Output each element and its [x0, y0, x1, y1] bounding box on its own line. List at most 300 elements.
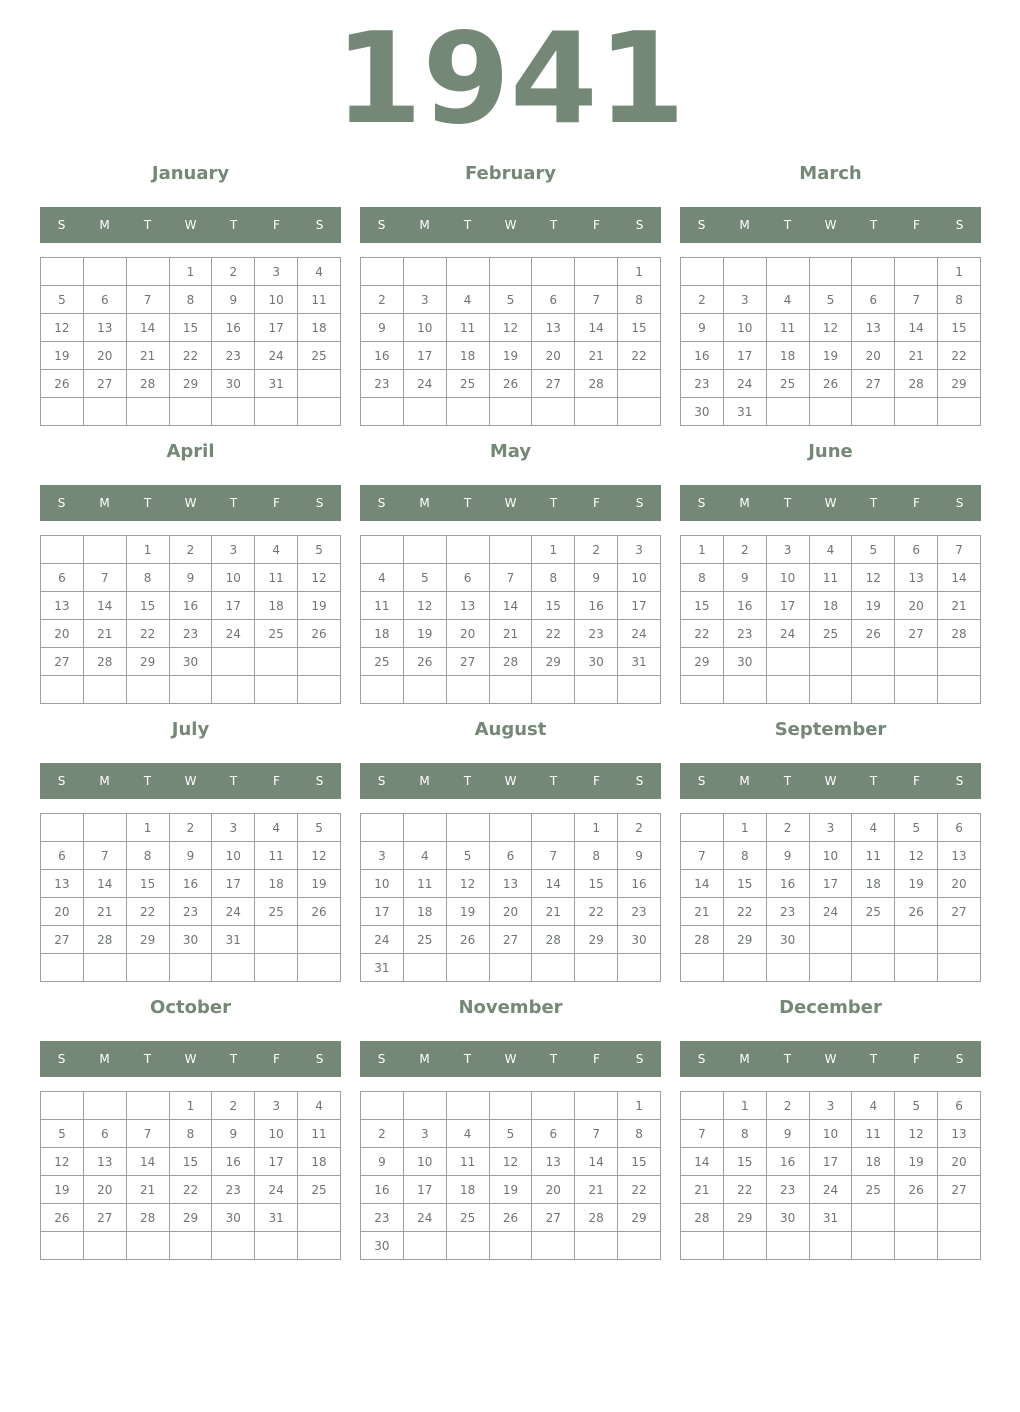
- empty-day-cell: [446, 814, 489, 842]
- day-cell: 16: [169, 592, 212, 620]
- day-cell: 9: [681, 314, 724, 342]
- empty-day-cell: [809, 954, 852, 982]
- day-cell: 9: [169, 564, 212, 592]
- empty-day-cell: [852, 648, 895, 676]
- day-cell: 3: [618, 536, 661, 564]
- empty-day-cell: [169, 954, 212, 982]
- day-cell: 3: [403, 1120, 446, 1148]
- week-row: [41, 814, 341, 842]
- day-cell: 16: [212, 1148, 255, 1176]
- day-cell: 21: [83, 620, 126, 648]
- day-cell: 10: [809, 1120, 852, 1148]
- day-grid: [40, 535, 341, 704]
- day-cell: 29: [938, 370, 981, 398]
- empty-day-cell: [126, 676, 169, 704]
- weekday-label: W: [184, 496, 197, 510]
- empty-day-cell: [618, 676, 661, 704]
- day-cell: 15: [618, 314, 661, 342]
- day-cell: 16: [361, 342, 404, 370]
- day-cell: 20: [938, 870, 981, 898]
- weekday-label: S: [635, 218, 644, 232]
- day-cell: 26: [41, 1204, 84, 1232]
- day-cell: 21: [681, 1176, 724, 1204]
- day-cell: 9: [212, 1120, 255, 1148]
- day-grid: [360, 535, 661, 704]
- weekday-label: T: [229, 496, 238, 510]
- weekday-label: S: [697, 496, 706, 510]
- month-name: October: [150, 997, 231, 1018]
- week-row: [681, 898, 981, 926]
- empty-day-cell: [766, 1232, 809, 1260]
- day-cell: 29: [126, 926, 169, 954]
- empty-day-cell: [575, 258, 618, 286]
- empty-day-cell: [895, 926, 938, 954]
- empty-day-cell: [255, 1232, 298, 1260]
- week-row: [361, 1092, 661, 1120]
- weekday-label: S: [955, 218, 964, 232]
- day-cell: 6: [938, 814, 981, 842]
- day-cell: 28: [575, 1204, 618, 1232]
- day-cell: 12: [895, 842, 938, 870]
- day-cell: 14: [895, 314, 938, 342]
- day-cell: 29: [723, 1204, 766, 1232]
- day-cell: 16: [618, 870, 661, 898]
- week-row: [361, 592, 661, 620]
- day-cell: 6: [895, 536, 938, 564]
- day-cell: 12: [852, 564, 895, 592]
- day-cell: 5: [403, 564, 446, 592]
- day-cell: 15: [575, 870, 618, 898]
- weekday-label: F: [913, 496, 920, 510]
- day-cell: 2: [212, 258, 255, 286]
- day-cell: 25: [255, 620, 298, 648]
- week-row: [41, 676, 341, 704]
- day-cell: 8: [723, 842, 766, 870]
- day-cell: 26: [403, 648, 446, 676]
- empty-day-cell: [126, 954, 169, 982]
- day-cell: 17: [618, 592, 661, 620]
- weekday-header: [360, 1041, 661, 1077]
- weekday-label: T: [783, 218, 792, 232]
- empty-day-cell: [446, 676, 489, 704]
- day-cell: 10: [212, 564, 255, 592]
- empty-day-cell: [575, 676, 618, 704]
- day-cell: 6: [446, 564, 489, 592]
- empty-day-cell: [255, 926, 298, 954]
- day-cell: 2: [723, 536, 766, 564]
- day-cell: 8: [681, 564, 724, 592]
- day-cell: 20: [83, 342, 126, 370]
- week-row: [681, 620, 981, 648]
- day-cell: 31: [809, 1204, 852, 1232]
- day-grid: [360, 813, 661, 982]
- empty-day-cell: [126, 258, 169, 286]
- weekday-label: T: [463, 1052, 472, 1066]
- day-cell: 20: [895, 592, 938, 620]
- empty-day-cell: [403, 954, 446, 982]
- day-cell: 21: [83, 898, 126, 926]
- week-row: [361, 898, 661, 926]
- weekday-label: S: [635, 496, 644, 510]
- day-cell: 9: [723, 564, 766, 592]
- empty-day-cell: [938, 398, 981, 426]
- weekday-label: T: [463, 218, 472, 232]
- empty-day-cell: [212, 1232, 255, 1260]
- day-cell: 18: [298, 1148, 341, 1176]
- empty-day-cell: [618, 398, 661, 426]
- day-cell: 14: [126, 1148, 169, 1176]
- day-cell: 19: [852, 592, 895, 620]
- weekday-label: W: [504, 774, 517, 788]
- day-grid: [680, 257, 981, 426]
- empty-day-cell: [938, 954, 981, 982]
- empty-day-cell: [212, 676, 255, 704]
- day-cell: 1: [618, 258, 661, 286]
- month-name: June: [808, 441, 853, 462]
- day-cell: 15: [938, 314, 981, 342]
- day-cell: 18: [255, 870, 298, 898]
- day-cell: 1: [532, 536, 575, 564]
- day-cell: 28: [83, 648, 126, 676]
- week-row: [41, 870, 341, 898]
- weekday-label: W: [824, 774, 837, 788]
- day-cell: 11: [852, 1120, 895, 1148]
- day-cell: 26: [298, 898, 341, 926]
- empty-day-cell: [361, 814, 404, 842]
- day-cell: 30: [212, 1204, 255, 1232]
- day-cell: 3: [361, 842, 404, 870]
- day-cell: 15: [169, 314, 212, 342]
- weekday-label: T: [143, 496, 152, 510]
- day-cell: 10: [618, 564, 661, 592]
- empty-day-cell: [255, 954, 298, 982]
- day-cell: 16: [361, 1176, 404, 1204]
- empty-day-cell: [938, 676, 981, 704]
- day-cell: 28: [126, 370, 169, 398]
- day-cell: 2: [681, 286, 724, 314]
- day-cell: 31: [255, 1204, 298, 1232]
- day-cell: 10: [403, 1148, 446, 1176]
- day-cell: 12: [298, 564, 341, 592]
- day-cell: 15: [169, 1148, 212, 1176]
- day-cell: 6: [532, 286, 575, 314]
- day-grid: [680, 535, 981, 704]
- day-cell: 6: [532, 1120, 575, 1148]
- week-row: [361, 536, 661, 564]
- weekday-label: W: [184, 774, 197, 788]
- day-cell: 19: [41, 342, 84, 370]
- day-cell: 4: [298, 1092, 341, 1120]
- day-cell: 1: [169, 258, 212, 286]
- week-row: [41, 1204, 341, 1232]
- day-cell: 7: [575, 286, 618, 314]
- week-row: [361, 564, 661, 592]
- day-cell: 9: [361, 1148, 404, 1176]
- day-cell: 3: [212, 814, 255, 842]
- weekday-header: [360, 485, 661, 521]
- weekday-label: T: [549, 496, 558, 510]
- empty-day-cell: [809, 648, 852, 676]
- day-cell: 21: [681, 898, 724, 926]
- day-cell: 22: [169, 1176, 212, 1204]
- day-cell: 28: [575, 370, 618, 398]
- day-cell: 11: [809, 564, 852, 592]
- weekday-label: S: [315, 496, 324, 510]
- day-cell: 26: [852, 620, 895, 648]
- day-cell: 10: [403, 314, 446, 342]
- week-row: [41, 398, 341, 426]
- weekday-label: M: [419, 218, 430, 232]
- empty-day-cell: [255, 676, 298, 704]
- day-cell: 27: [938, 898, 981, 926]
- day-cell: 12: [298, 842, 341, 870]
- day-cell: 7: [532, 842, 575, 870]
- day-cell: 27: [852, 370, 895, 398]
- day-cell: 17: [403, 1176, 446, 1204]
- day-cell: 4: [255, 814, 298, 842]
- weekday-label: W: [504, 218, 517, 232]
- weekday-label: W: [504, 496, 517, 510]
- day-cell: 5: [489, 286, 532, 314]
- day-cell: 14: [126, 314, 169, 342]
- day-cell: 14: [938, 564, 981, 592]
- day-cell: 4: [446, 286, 489, 314]
- day-cell: 18: [852, 1148, 895, 1176]
- day-cell: 13: [83, 314, 126, 342]
- empty-day-cell: [489, 398, 532, 426]
- day-cell: 17: [255, 1148, 298, 1176]
- empty-day-cell: [361, 536, 404, 564]
- day-cell: 24: [618, 620, 661, 648]
- day-cell: 14: [83, 870, 126, 898]
- month-name: August: [474, 719, 547, 740]
- week-row: [361, 870, 661, 898]
- empty-day-cell: [298, 676, 341, 704]
- day-cell: 9: [766, 842, 809, 870]
- day-cell: 1: [723, 1092, 766, 1120]
- weekday-label: W: [184, 218, 197, 232]
- day-cell: 16: [169, 870, 212, 898]
- day-cell: 25: [852, 898, 895, 926]
- week-row: [681, 536, 981, 564]
- week-row: [681, 1092, 981, 1120]
- day-cell: 10: [809, 842, 852, 870]
- day-cell: 28: [532, 926, 575, 954]
- day-cell: 17: [212, 870, 255, 898]
- day-cell: 11: [298, 286, 341, 314]
- day-cell: 23: [169, 898, 212, 926]
- day-cell: 23: [575, 620, 618, 648]
- week-row: [681, 258, 981, 286]
- weekday-label: S: [635, 1052, 644, 1066]
- weekday-label: S: [57, 774, 66, 788]
- day-cell: 14: [575, 1148, 618, 1176]
- day-cell: 21: [575, 342, 618, 370]
- day-cell: 29: [681, 648, 724, 676]
- day-cell: 26: [489, 1204, 532, 1232]
- day-cell: 12: [809, 314, 852, 342]
- empty-day-cell: [809, 926, 852, 954]
- day-cell: 2: [212, 1092, 255, 1120]
- week-row: [361, 620, 661, 648]
- weekday-label: T: [229, 774, 238, 788]
- month-name: May: [489, 441, 532, 462]
- day-cell: 11: [255, 564, 298, 592]
- weekday-label: W: [184, 1052, 197, 1066]
- day-cell: 24: [212, 898, 255, 926]
- weekday-label: T: [229, 218, 238, 232]
- day-cell: 7: [681, 842, 724, 870]
- day-cell: 7: [126, 1120, 169, 1148]
- day-grid: [680, 813, 981, 982]
- week-row: [681, 342, 981, 370]
- day-cell: 23: [361, 370, 404, 398]
- empty-day-cell: [298, 648, 341, 676]
- day-cell: 26: [489, 370, 532, 398]
- day-cell: 8: [169, 1120, 212, 1148]
- day-cell: 22: [575, 898, 618, 926]
- day-cell: 18: [809, 592, 852, 620]
- day-cell: 29: [723, 926, 766, 954]
- day-cell: 22: [618, 342, 661, 370]
- day-cell: 25: [446, 1204, 489, 1232]
- day-cell: 24: [809, 898, 852, 926]
- empty-day-cell: [575, 954, 618, 982]
- day-cell: 27: [489, 926, 532, 954]
- day-cell: 3: [403, 286, 446, 314]
- empty-day-cell: [403, 258, 446, 286]
- month-name: November: [458, 997, 563, 1018]
- day-cell: 3: [723, 286, 766, 314]
- day-cell: 16: [681, 342, 724, 370]
- weekday-header: [40, 763, 341, 799]
- day-cell: 24: [255, 1176, 298, 1204]
- day-cell: 6: [83, 286, 126, 314]
- day-cell: 4: [766, 286, 809, 314]
- day-cell: 30: [361, 1232, 404, 1260]
- empty-day-cell: [618, 1232, 661, 1260]
- empty-day-cell: [766, 954, 809, 982]
- day-cell: 13: [83, 1148, 126, 1176]
- empty-day-cell: [83, 536, 126, 564]
- day-cell: 28: [681, 926, 724, 954]
- day-cell: 22: [681, 620, 724, 648]
- day-cell: 10: [361, 870, 404, 898]
- day-cell: 13: [938, 1120, 981, 1148]
- day-cell: 23: [723, 620, 766, 648]
- empty-day-cell: [126, 398, 169, 426]
- weekday-header: [360, 763, 661, 799]
- day-cell: 24: [723, 370, 766, 398]
- day-cell: 23: [766, 898, 809, 926]
- empty-day-cell: [532, 954, 575, 982]
- week-row: [681, 314, 981, 342]
- weekday-label: S: [315, 1052, 324, 1066]
- empty-day-cell: [83, 258, 126, 286]
- day-cell: 25: [361, 648, 404, 676]
- empty-day-cell: [895, 1204, 938, 1232]
- empty-day-cell: [489, 536, 532, 564]
- day-cell: 20: [852, 342, 895, 370]
- empty-day-cell: [532, 1092, 575, 1120]
- day-cell: 12: [489, 314, 532, 342]
- day-cell: 10: [212, 842, 255, 870]
- empty-day-cell: [446, 536, 489, 564]
- empty-day-cell: [895, 954, 938, 982]
- weekday-label: M: [739, 1052, 750, 1066]
- week-row: [681, 370, 981, 398]
- week-row: [41, 1148, 341, 1176]
- empty-day-cell: [681, 676, 724, 704]
- weekday-label: S: [955, 774, 964, 788]
- empty-day-cell: [723, 1232, 766, 1260]
- weekday-label: T: [549, 1052, 558, 1066]
- day-cell: 8: [618, 1120, 661, 1148]
- day-cell: 27: [446, 648, 489, 676]
- day-cell: 7: [575, 1120, 618, 1148]
- day-cell: 2: [169, 814, 212, 842]
- day-cell: 18: [403, 898, 446, 926]
- empty-day-cell: [895, 648, 938, 676]
- day-cell: 4: [298, 258, 341, 286]
- week-row: [681, 1120, 981, 1148]
- day-cell: 2: [169, 536, 212, 564]
- day-cell: 7: [895, 286, 938, 314]
- day-cell: 20: [446, 620, 489, 648]
- empty-day-cell: [212, 398, 255, 426]
- day-cell: 23: [766, 1176, 809, 1204]
- day-cell: 24: [766, 620, 809, 648]
- week-row: [681, 648, 981, 676]
- day-cell: 11: [446, 1148, 489, 1176]
- week-row: [681, 286, 981, 314]
- day-cell: 13: [532, 1148, 575, 1176]
- day-cell: 30: [575, 648, 618, 676]
- week-row: [361, 1204, 661, 1232]
- empty-day-cell: [681, 1232, 724, 1260]
- day-cell: 8: [126, 842, 169, 870]
- day-cell: 22: [618, 1176, 661, 1204]
- month-name: January: [151, 163, 230, 184]
- day-cell: 25: [809, 620, 852, 648]
- day-cell: 8: [169, 286, 212, 314]
- day-cell: 21: [895, 342, 938, 370]
- day-cell: 2: [361, 1120, 404, 1148]
- day-cell: 9: [212, 286, 255, 314]
- empty-day-cell: [403, 536, 446, 564]
- weekday-label: S: [377, 218, 386, 232]
- day-cell: 11: [298, 1120, 341, 1148]
- day-cell: 18: [255, 592, 298, 620]
- weekday-header: [680, 485, 981, 521]
- day-cell: 14: [575, 314, 618, 342]
- day-cell: 29: [169, 370, 212, 398]
- day-cell: 10: [255, 286, 298, 314]
- day-cell: 30: [766, 926, 809, 954]
- week-row: [41, 926, 341, 954]
- week-row: [41, 1120, 341, 1148]
- day-cell: 14: [681, 870, 724, 898]
- day-cell: 31: [618, 648, 661, 676]
- empty-day-cell: [446, 398, 489, 426]
- day-cell: 29: [532, 648, 575, 676]
- weekday-header: [40, 1041, 341, 1077]
- year-title: 1941: [334, 5, 686, 152]
- day-cell: 23: [361, 1204, 404, 1232]
- day-cell: 22: [532, 620, 575, 648]
- weekday-label: W: [504, 1052, 517, 1066]
- day-cell: 25: [255, 898, 298, 926]
